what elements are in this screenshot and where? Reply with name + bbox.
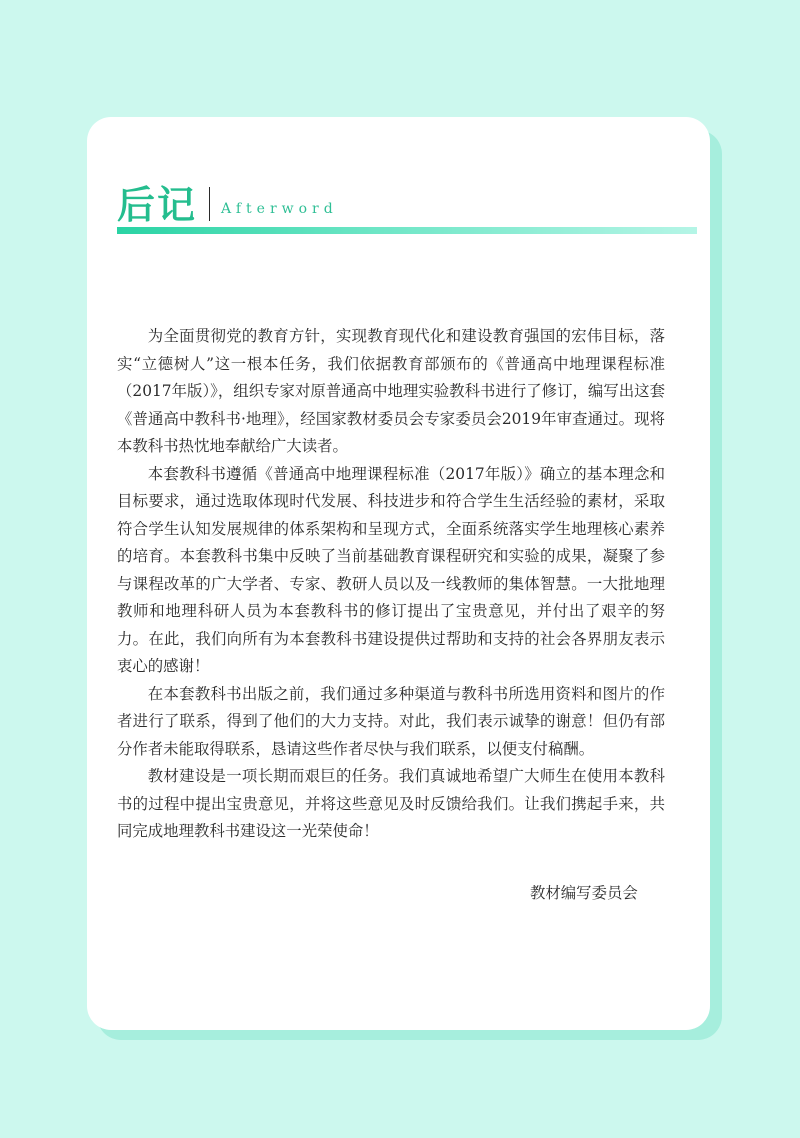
paragraph-4: 教材建设是一项长期而艰巨的任务。我们真诚地希望广大师生在使用本教科书的过程中提出宝贵意见，并将这些意见及时反馈给我们。让我们携起手来，共同完成地理教科书建设这一光荣使命！ — [117, 767, 665, 840]
title-underline-bar — [117, 227, 697, 234]
afterword-header — [117, 183, 697, 239]
paragraph-2: 本套教科书遵循《普通高中地理课程标准（2017年版）》确立的基本理念和目标要求，通过选取体现时代发展、科技进步和符合学生生活经验的素材，采取符合学生认知发展规律的体系架构和呈现方式，全面系统落实学生地理核心素养的培育。本套教科书集中反映了当前基础教育课程研究和实验的成果，凝聚了参与课程改革的广大学者、专家、教研人员以及一线教师的集体智慧。一大批地理教师和地理科研人员为本套教科书的修订提出了宝贵意见，并付出了艰辛的努力。在此，我们向所有为本套教科书建设提供过帮助和支持的社会各界朋友表示衷心的感谢！ — [117, 464, 665, 675]
title-chinese: 后记 — [117, 183, 198, 227]
title-divider — [209, 187, 210, 221]
signature: 教材编写委员会 — [530, 884, 638, 902]
paragraph-3: 在本套教科书出版之前，我们通过多种渠道与教科书所选用资料和图片的作者进行了联系，得到了他们的大力支持。对此，我们表示诚挚的谢意！但仍有部分作者未能取得联系，恳请这些作者尽快与我们联系，以便支付稿酬。 — [117, 684, 665, 758]
afterword-body — [117, 323, 665, 846]
title-english: Afterword — [221, 201, 338, 217]
paragraph-1: 为全面贯彻党的教育方针，实现教育现代化和建设教育强国的宏伟目标，落实“立德树人”这一根本任务，我们依据教育部颁布的《普通高中地理课程标准（2017年版）》，组织专家对原普通高中地理实验教科书进行了修订，编写出这套《普通高中教科书·地理》，经国家教材委员会专家委员会2019年审查通过。现将本教科书热忱地奉献给广大读者。 — [117, 327, 665, 455]
